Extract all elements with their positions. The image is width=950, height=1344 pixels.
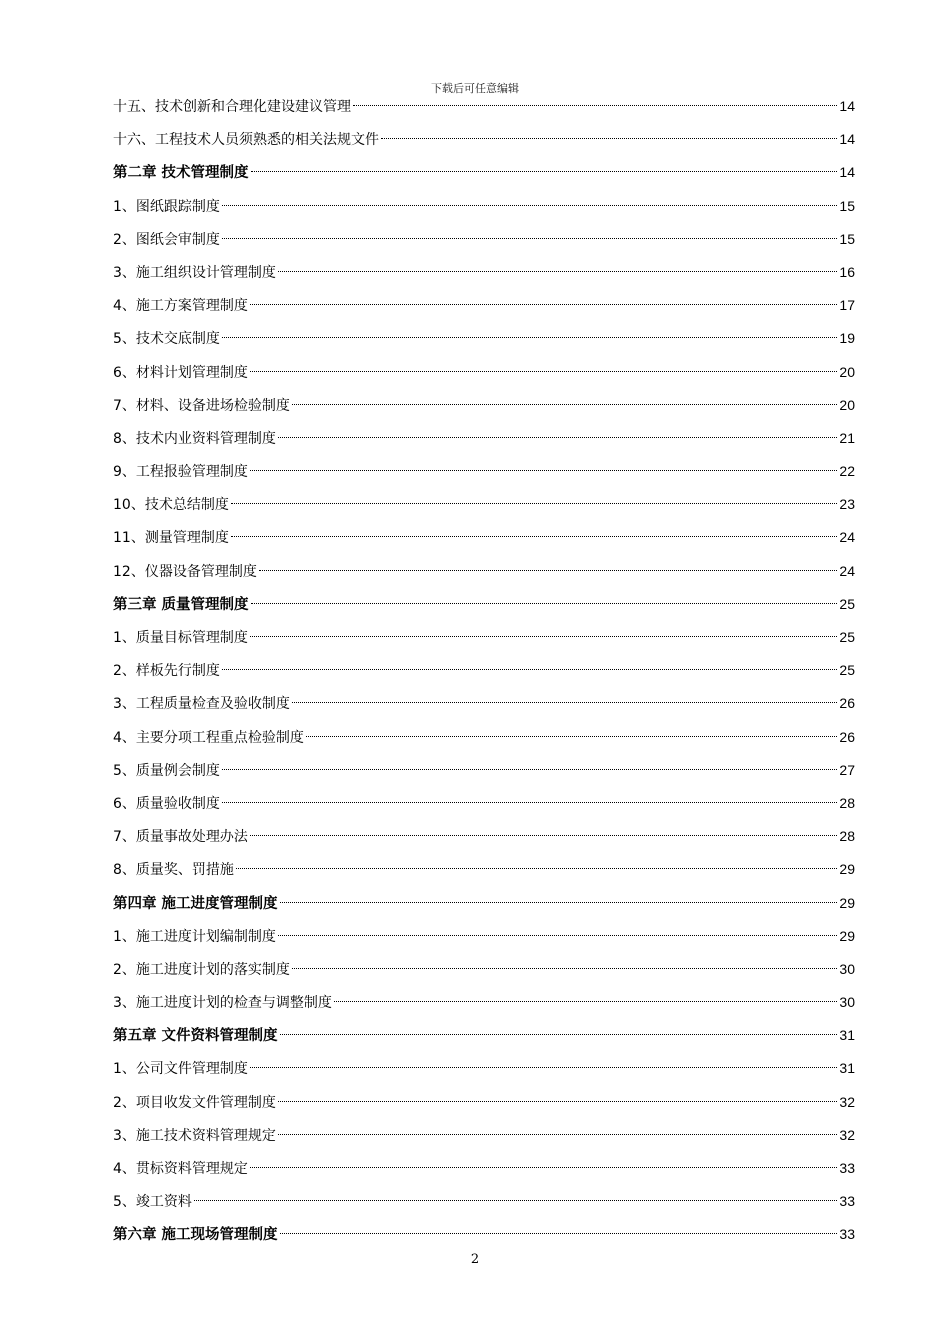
toc-entry-title: 4、贯标资料管理规定 — [113, 1161, 248, 1177]
dot-leader — [292, 702, 838, 703]
dot-leader — [278, 1134, 838, 1135]
dot-leader — [250, 636, 838, 637]
toc-entry-title: 1、图纸跟踪制度 — [113, 198, 220, 215]
dot-leader — [231, 503, 838, 504]
toc-entry-title: 1、质量目标管理制度 — [113, 630, 248, 646]
toc-entry-page: 29 — [839, 861, 855, 878]
toc-entry[interactable] — [113, 358, 855, 391]
toc-chapter-entry[interactable] — [113, 889, 855, 922]
toc-entry-page: 26 — [839, 728, 855, 745]
toc-entry[interactable] — [113, 955, 855, 988]
dot-leader — [250, 1067, 838, 1068]
toc-entry[interactable] — [113, 855, 855, 888]
dot-leader — [222, 669, 838, 670]
dot-leader — [222, 205, 838, 206]
toc-entry-title: 第四章 施工进度管理制度 — [113, 895, 278, 912]
dot-leader — [280, 1034, 838, 1035]
dot-leader — [278, 271, 838, 272]
toc-entry-title: 7、材料、设备进场检验制度 — [113, 397, 290, 414]
toc-entry-page: 20 — [839, 396, 855, 413]
toc-entry[interactable] — [113, 225, 855, 258]
toc-entry-page: 29 — [839, 927, 855, 944]
toc-entry-page: 30 — [839, 994, 855, 1011]
toc-entry[interactable] — [113, 922, 855, 955]
toc-entry[interactable] — [113, 656, 855, 689]
toc-chapter-entry[interactable] — [113, 590, 855, 623]
toc-entry[interactable] — [113, 92, 855, 125]
toc-entry[interactable] — [113, 291, 855, 324]
toc-entry[interactable] — [113, 1154, 855, 1187]
toc-entry-title: 第五章 文件资料管理制度 — [113, 1028, 278, 1045]
dot-leader — [222, 337, 838, 338]
page-number: 2 — [470, 1252, 480, 1267]
toc-entry-page: 33 — [839, 1160, 855, 1176]
toc-entry[interactable] — [113, 723, 855, 756]
dot-leader — [250, 470, 838, 471]
toc-entry-title: 6、质量验收制度 — [113, 795, 220, 812]
toc-entry[interactable] — [113, 988, 855, 1021]
toc-entry-page: 22 — [839, 463, 855, 480]
toc-entry-title: 1、公司文件管理制度 — [113, 1061, 248, 1078]
toc-chapter-entry[interactable] — [113, 1220, 855, 1253]
dot-leader — [250, 1167, 838, 1168]
toc-entry[interactable] — [113, 689, 855, 722]
toc-entry-page: 26 — [839, 695, 855, 712]
toc-entry[interactable] — [113, 125, 855, 158]
toc-entry-title: 十六、工程技术人员须熟悉的相关法规文件 — [113, 132, 379, 149]
toc-entry-title: 十五、技术创新和合理化建设建议管理 — [113, 99, 351, 115]
toc-entry-page: 20 — [839, 363, 855, 380]
toc-entry-title: 3、施工进度计划的检查与调整制度 — [113, 995, 332, 1012]
toc-entry-page: 29 — [839, 894, 855, 911]
toc-entry-title: 5、竣工资料 — [113, 1194, 192, 1211]
toc-entry-title: 3、施工技术资料管理规定 — [113, 1127, 276, 1144]
toc-entry[interactable] — [113, 457, 855, 490]
toc-entry-page: 28 — [839, 828, 855, 845]
toc-entry[interactable] — [113, 623, 855, 656]
dot-leader — [259, 570, 838, 571]
toc-entry-page: 25 — [839, 662, 855, 679]
toc-entry-title: 7、质量事故处理办法 — [113, 829, 248, 846]
toc-entry-title: 4、主要分项工程重点检验制度 — [113, 729, 304, 746]
toc-chapter-entry[interactable] — [113, 1021, 855, 1054]
toc-entry[interactable] — [113, 557, 855, 590]
page-header: 下载后可任意编辑 — [431, 82, 519, 95]
toc-entry-title: 1、施工进度计划编制制度 — [113, 928, 276, 945]
toc-entry-page: 28 — [839, 794, 855, 811]
table-of-contents — [113, 92, 855, 1254]
dot-leader — [222, 238, 838, 239]
toc-entry-page: 31 — [839, 1027, 855, 1044]
toc-entry[interactable] — [113, 324, 855, 357]
toc-entry-title: 第二章 技术管理制度 — [113, 165, 249, 182]
toc-entry-title: 8、技术内业资料管理制度 — [113, 430, 276, 447]
dot-leader — [278, 437, 838, 438]
dot-leader — [278, 1101, 838, 1102]
toc-entry[interactable] — [113, 1121, 855, 1154]
toc-entry[interactable] — [113, 192, 855, 225]
dot-leader — [250, 304, 838, 305]
dot-leader — [306, 736, 838, 737]
dot-leader — [251, 603, 838, 604]
toc-entry-title: 9、工程报验管理制度 — [113, 464, 248, 481]
toc-entry-title: 3、工程质量检查及验收制度 — [113, 696, 290, 713]
toc-entry-page: 24 — [839, 562, 855, 579]
dot-leader — [251, 171, 838, 172]
toc-entry-page: 33 — [839, 1193, 855, 1210]
toc-entry-page: 30 — [839, 960, 855, 977]
toc-entry-title: 6、材料计划管理制度 — [113, 364, 248, 381]
toc-entry-page: 15 — [839, 230, 855, 247]
toc-entry-title: 第三章 质量管理制度 — [113, 596, 249, 613]
dot-leader — [292, 404, 838, 405]
toc-entry[interactable] — [113, 424, 855, 457]
toc-entry-page: 31 — [839, 1060, 855, 1077]
toc-entry[interactable] — [113, 490, 855, 523]
dot-leader — [222, 802, 838, 803]
toc-entry-title: 4、施工方案管理制度 — [113, 298, 248, 315]
toc-chapter-entry[interactable] — [113, 158, 855, 191]
toc-entry-page: 32 — [839, 1126, 855, 1143]
toc-entry[interactable] — [113, 1088, 855, 1121]
toc-entry-page: 14 — [839, 131, 855, 148]
toc-entry-title: 5、技术交底制度 — [113, 331, 220, 348]
toc-entry-page: 27 — [839, 761, 855, 778]
toc-entry-page: 23 — [839, 496, 855, 513]
toc-entry-title: 12、仪器设备管理制度 — [113, 563, 257, 580]
toc-entry-page: 21 — [839, 429, 855, 446]
dot-leader — [280, 1233, 838, 1234]
toc-entry-page: 17 — [839, 297, 855, 314]
toc-entry-title: 2、样板先行制度 — [113, 663, 220, 680]
toc-entry-page: 19 — [839, 330, 855, 347]
toc-entry[interactable] — [113, 1187, 855, 1220]
toc-entry[interactable] — [113, 391, 855, 424]
toc-entry[interactable] — [113, 1054, 855, 1087]
toc-entry[interactable] — [113, 523, 855, 556]
dot-leader — [250, 371, 838, 372]
toc-entry-page: 15 — [839, 197, 855, 214]
toc-entry-title: 11、测量管理制度 — [113, 530, 229, 547]
dot-leader — [194, 1200, 838, 1201]
dot-leader — [222, 769, 838, 770]
toc-entry-title: 2、施工进度计划的落实制度 — [113, 961, 290, 978]
toc-entry[interactable] — [113, 789, 855, 822]
toc-entry-title: 8、质量奖、罚措施 — [113, 862, 234, 879]
dot-leader — [292, 968, 838, 969]
dot-leader — [250, 835, 838, 836]
toc-entry-title: 3、施工组织设计管理制度 — [113, 264, 276, 281]
dot-leader — [280, 902, 838, 903]
dot-leader — [334, 1001, 838, 1002]
toc-entry-page: 24 — [839, 529, 855, 546]
toc-entry-page: 14 — [839, 164, 855, 181]
toc-entry[interactable] — [113, 822, 855, 855]
dot-leader — [353, 105, 837, 106]
toc-entry[interactable] — [113, 756, 855, 789]
dot-leader — [231, 536, 838, 537]
toc-entry-page: 14 — [839, 98, 855, 114]
toc-entry-title: 第六章 施工现场管理制度 — [113, 1227, 278, 1244]
toc-entry-page: 33 — [839, 1226, 855, 1243]
toc-entry-title: 10、技术总结制度 — [113, 497, 229, 514]
toc-entry-page: 25 — [839, 595, 855, 612]
toc-entry-title: 2、图纸会审制度 — [113, 231, 220, 248]
toc-entry-page: 16 — [839, 263, 855, 280]
toc-entry-title: 2、项目收发文件管理制度 — [113, 1094, 276, 1111]
dot-leader — [381, 138, 837, 139]
toc-entry-title: 5、质量例会制度 — [113, 762, 220, 779]
toc-entry[interactable] — [113, 258, 855, 291]
toc-entry-page: 25 — [839, 629, 855, 645]
dot-leader — [236, 868, 838, 869]
dot-leader — [278, 935, 838, 936]
toc-entry-page: 32 — [839, 1093, 855, 1110]
